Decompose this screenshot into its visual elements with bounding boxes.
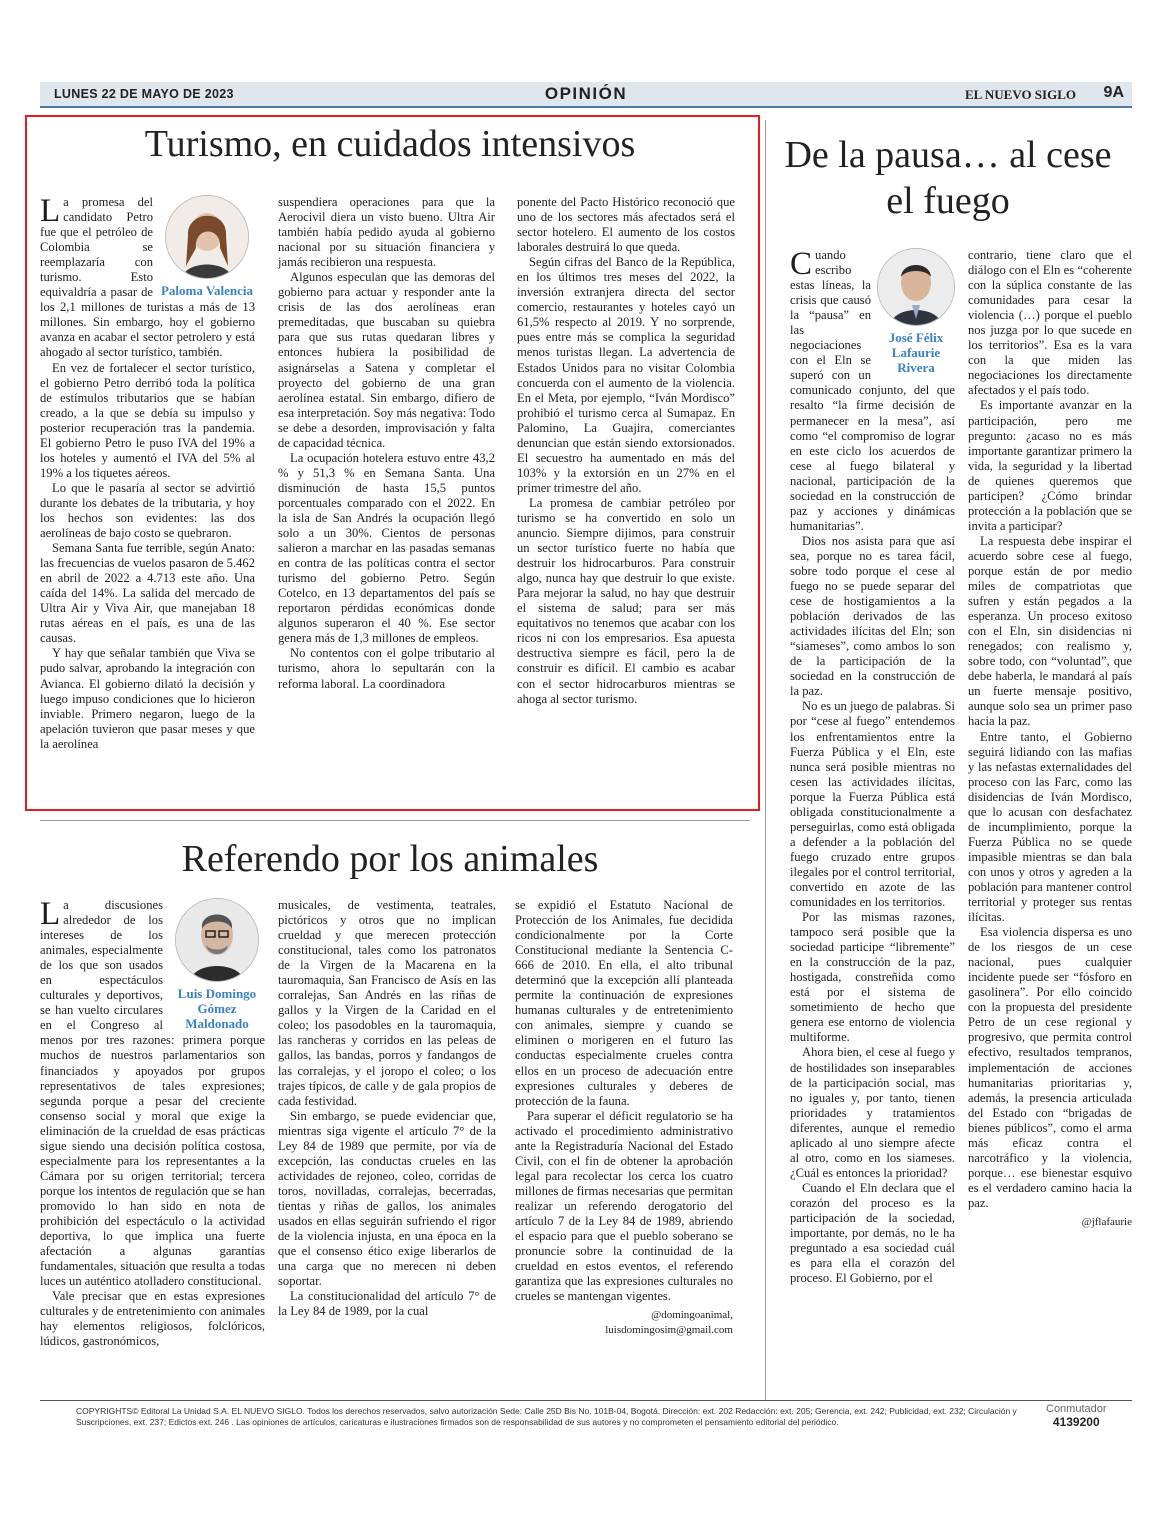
paragraph <box>40 646 255 751</box>
paragraph-text: Semana Santa fue terrible, según Anato: las frecuencias de vuelos pasaron de 5.462 en abril de 2022 a 4.713 este año. Una caída del 14%. La salida del mercado de Ultra Air y Viva Air, que manejaban 18 rutas aéreas en el país, es una de las causas. <box>40 541 255 646</box>
paragraph-text: Vale precisar que en estas expresiones culturales y de entretenimiento con animales hay elementos religiosos, folclóricos, lúdicos, gastronómicos, <box>40 1289 265 1349</box>
switchboard-label: Conmutador <box>1046 1403 1107 1415</box>
paragraph <box>790 1045 955 1180</box>
paragraph <box>517 255 735 496</box>
author-box <box>159 195 255 298</box>
signature-email: luisdomingosim@gmail.com <box>605 1324 733 1337</box>
author-photo <box>877 248 955 326</box>
switchboard-number: 4139200 <box>1052 1415 1100 1429</box>
date: LUNES 22 DE MAYO DE 2023 <box>54 87 234 101</box>
paragraph <box>968 398 1132 533</box>
paragraph-text: Según cifras del Banco de la República, en los últimos tres meses del 2022, la inversión extranjera directa del sector comercio, restaurantes y hoteles cayó un 61,5% respecto al 2019. Y no sorprende, pues entre más se complica la seguridad menos turistas llegan. La advertencia de Estados Unidos para no visitar Colombia concuerda con el aumento de la violencia. En el Meta, por ejemplo, “Iván Mordisco” prohibió el turismo cerca al Sumapaz. En Palomino, La Guajira, comerciantes denuncian que están siendo extorsionados. El secuestro ha aumentado en más del 103% y la extorsión en un 27% en el primer trimestre del año. <box>517 255 735 495</box>
signature-handle: @jflafaurie <box>1081 1216 1132 1228</box>
paragraph-text: La constitucionalidad del artículo 7° de la Ley 84 de 1989, por la cual <box>278 1289 496 1319</box>
author-photo <box>175 898 259 982</box>
paragraph <box>968 248 1132 398</box>
author-name: Luis Domingo Gómez Maldonado <box>177 986 257 1031</box>
paragraph <box>278 646 495 691</box>
paragraph-text: contrario, tiene claro que el diálogo con el Eln es “coherente con la súplica constante de las comunidades para cesar la violencia (…) porque el pueblo nos juzga por lo que sucede en los territorios”. Esa es la vara con la que miden las negociaciones los directamente afectados y el país todo. <box>968 248 1132 398</box>
article2-col3 <box>515 898 733 1338</box>
article2-col2 <box>278 898 496 1319</box>
footer-rule <box>40 1400 1132 1401</box>
paragraph-text: a promesa del candidato Petro fue que el petróleo de Colombia se reemplazaría con turismo. Esto equivaldría a pasar de los 2,1 millones de turistas a más de 13 millones. Sin embargo, hoy el gobierno avanza en acabar el sector petrolero y está ahogado al sector turístico, también. <box>40 195 255 360</box>
paragraph <box>40 361 255 481</box>
paragraph-text: ponente del Pacto Histórico reconoció que uno de los sectores más afectados será el sector hotelero. El aumento de los costos laborales destruirá lo que queda. <box>517 195 735 255</box>
article3-col1 <box>790 248 955 1286</box>
author-name: Paloma Valencia <box>160 283 254 298</box>
paragraph <box>790 534 955 700</box>
paragraph-text: La ocupación hotelera estuvo entre 43,2 % y 51,3 % en Semana Santa. Una disminución de hasta 15,5 puntos porcentuales comparado con el 2022. En la isla de San Andrés la ocupación llegó solo a un 30%. Cientos de personas salieron a marchar en las pasadas semanas en contra de las políticas contra el sector turismo del gobierno Petro. Según Cotelco, en 13 departamentos del país se reportaron pérdidas económicas donde algunos superaron el 40 %. Ese sector genera más de 1,3 millones de empleos. <box>278 450 495 646</box>
paragraph-text: Esa violencia dispersa es uno de los riesgos de un cese nacional, pues cualquier incidente puede ser “fósforo en gasolinera”. Por ello coincido con la propuesta del presidente Petro de un cese regional y progresivo, que permita control efectivo, resultados tempranos, implementación de acciones humanitarias prioritarias y, además, la presencia articulada del Estado con “brigadas de bienes públicos”, como el arma más eficaz contra el narcotráfico y la violencia, porque… ese bienestar esquivo es el verdadero camino hacia la paz. <box>968 925 1132 1210</box>
paragraph-text: En vez de fortalecer el sector turístico, el gobierno Petro derribó toda la política de estímulos tributarios que se habían creado, a la que se debía su impulso y posterior recuperación tras la pandemia. El gobierno Petro le puso IVA del 19% a los hoteles y aumentó el IVA del 5% al 19% a los tiquetes aéreos. <box>40 360 255 480</box>
page-header <box>40 82 1132 108</box>
paragraph-text: Por las mismas razones, tampoco será posible que la sociedad participe “libremente” en la construcción de la paz, hostigada, constreñida como está por el sistema de sometimiento de hecho que genera ese entorno de violencia multiforme. <box>790 910 955 1045</box>
paragraph <box>790 1181 955 1286</box>
author-name: José Félix Lafaurie Rivera <box>888 330 944 375</box>
paragraph-text: Para superar el déficit regulatorio se ha activado el procedimiento administrativo ante la Registraduría Nacional del Estado Civil, con el fin de obtener la aprobación legal para recolectar los cerca los cuatro millones de firmas necesarias que permitan realizar un referendo derogatorio del artículo 7 de la Ley 84 de 1989, abriendo el espacio para que el pueblo soberano se pronuncie sobre la continuidad de la crueldad en estos eventos, el referendo garantiza que las expresiones culturales no crueles se mantengan vigentes. <box>515 1108 733 1304</box>
paragraph-text: Algunos especulan que las demoras del gobierno para actuar y responder ante la crisis de las dos aerolíneas eran premeditadas, que buscaban su quiebra para que sus rutas quedaran libres y entonces hubiera la posibilidad de asignárselas a Satena y completar el proyecto del gobierno de una gran aerolínea estatal. Sin embargo, difiero de esa interpretación. Soy más negativa: Todo se debe a desorden, improvisación y falta de capacidad técnica. <box>278 270 495 450</box>
article1-col1 <box>40 195 255 752</box>
paragraph-text: Ahora bien, el cese al fuego y de hostilidades son inseparables de la participación social, mas no iguales y, por tanto, tienen prioridades y tratamientos diferentes, aunque el remedio aplicado al uno siempre afecte al otro, como en los siameses. ¿Cuál es entonces la prioridad? <box>790 1045 955 1180</box>
paragraph <box>515 1109 733 1305</box>
paragraph <box>278 451 495 647</box>
paragraph <box>278 1109 496 1290</box>
author-box <box>877 248 955 375</box>
paragraph-text: La respuesta debe inspirar el acuerdo sobre cese al fuego, porque están de por medio miles de compatriotas que sufren y están pegados a la esperanza. Un proceso exitoso con el Eln, sin disidencias ni renegados; con realismo y, sobre todo, con “voluntad”, que debe haberla, le mandará al país un fuerte mensaje positivo, aunque solo sea un primer paso hacia la paz. <box>968 533 1132 729</box>
switchboard <box>1046 1403 1107 1429</box>
page-number: 9A <box>1103 84 1124 101</box>
article3-col2 <box>968 248 1132 1230</box>
paragraph-text: suspendiera operaciones para que la Aerocivil diera un visto bueno. Ultra Air también había pedido ayuda al gobierno nacional por su situación financiera y jamás recibieron una respuesta. <box>278 195 495 270</box>
paragraph <box>278 270 495 451</box>
article1-col3 <box>517 195 735 707</box>
paragraph <box>517 496 735 707</box>
paragraph <box>517 195 735 255</box>
paragraph <box>790 699 955 910</box>
paragraph-text: uando escribo estas líneas, la crisis que causó la “pausa” en las negociaciones con el Eln se superó con un comunicado conjunto, del que resalto “la firme decisión de permanecer en la mesa”, así como “el compromiso de lograr en este ciclo los acuerdos de cese al fuego bilateral y nacional, participación de la sociedad en la construcción de paz y acciones y dinámicas humanitarias”. <box>790 248 955 533</box>
paragraph <box>515 898 733 1109</box>
paragraph-text: No contentos con el golpe tributario al turismo, ahora lo sepultarán con la reforma laboral. La coordinadora <box>278 646 495 691</box>
paragraph-text: Sin embargo, se puede evidenciar que, mientras siga vigente el artículo 7° de la Ley 84 de 1989 que permite, por vía de excepción, las conductas crueles en las actividades de rejoneo, coleo, corridas de toros, novilladas, corralejas, becerradas, tientas y riñas de gallos, los animales usados en ellas seguirán sufriendo el rigor de la violencia injusta, en una época en la que el consenso ético exige liberarlos de una carga que no merecen ni deben soportar. <box>278 1108 496 1289</box>
author-photo <box>165 195 249 279</box>
paragraph-text: Es importante avanzar en la participación, pero me pregunto: ¿acaso no es más importante garantizar primero la vida, la seguridad y la libertad de quienes queremos que participen? ¿Cómo brindar protección a la población que se invita a participar? <box>968 398 1132 533</box>
paragraph <box>40 541 255 646</box>
article-title: Referendo por los animales <box>181 838 599 880</box>
article-title: Turismo, en cuidados intensivos <box>144 123 636 165</box>
paragraph-text: Cuando el Eln declara que el corazón del proceso es la participación de la sociedad, importante, por demás, no le ha preguntado a esa sociedad cuál es para ella el corazón del proceso. El Gobierno, por el <box>790 1180 955 1286</box>
paragraph-text: Lo que le pasaría al sector se advirtió durante los debates de la tributaria, y hoy los hechos son evidentes: las dos aerolíneas de bajo costo se quebraron. <box>40 480 255 541</box>
column-divider <box>765 120 766 1400</box>
paragraph <box>40 1289 265 1349</box>
paragraph-text: musicales, de vestimenta, teatrales, pictóricos y otros que no implican crueldad y que merecen protección constitucional, tales como los patronatos de la Virgen de la Macarena en la tauromaquia, San Francisco de Asís en las corralejas, San Andrés en las riñas de gallos y la Virgen de la Caridad en el coleo; los pasodobles en la tauromaquia, las rancheras y corridos en las peleas de gallos, las bandas, porros y fandangos de las corralejas, y el joropo el coleo; o los trajes típicos, de calle y de gala propios de cada festividad. <box>278 898 496 1108</box>
paragraph-text: Dios nos asista para que así sea, porque no es tarea fácil, sobre todo porque el cese al fuego no se puede separar del cese de hostigamientos a la población derivados de las actividades ilícitas del Eln; son “siameses”, como ambos lo son de la participación de la sociedad en la construcción de la paz. <box>790 533 955 699</box>
paragraph-text: No es un juego de palabras. Si por “cese al fuego” entendemos los enfrentamientos entre la Fuerza Pública y el Eln, este nunca será posible mientras no cesen las actividades ilícitas, porque la Fuerza Pública está obligada constitucionalmente a perseguirlas, como está obligada a defender a la población del fuego cruzado entre grupos ilegales por el control territorial, convertido en azote de las comunidades en los territorios. <box>790 699 955 910</box>
drop-cap: L <box>40 193 61 229</box>
section-title: OPINIÓN <box>544 84 628 103</box>
paragraph-text: a discusiones alrededor de los intereses de los animales, especialmente de los que son usados en espectáculos culturales y deportivos, se han vuelto circulares en el Congreso al menos por tres razones: primera porque muchos de nuestros parlamentarios son financiados y apoyados por grupos representativos de tales expresiones; segunda porque a pesar del creciente consenso social y moral que exige la eliminación de la crueldad de esas prácticas sigue siendo una decisión política costosa, especialmente para los representantes a la Cámara por su origen territorial; tercera porque los intentos de regulación que se han promovido lo han sido en nota de prohibición del espectáculo o la actividad deportiva, lo que implica una fuerte afectación a algunas garantías fundamentales, situación que resulta a todas luces un auténtico atolladero constitucional. <box>40 898 265 1289</box>
signature-handle: @domingoanimal, <box>651 1309 733 1322</box>
paragraph <box>278 195 495 270</box>
paragraph <box>790 910 955 1045</box>
paragraph <box>968 534 1132 730</box>
article-title: De la pausa… al cese el fuego <box>784 134 1112 222</box>
article2-col1 <box>40 898 265 1349</box>
article1-col2 <box>278 195 495 692</box>
drop-cap: C <box>790 246 813 282</box>
paragraph <box>968 925 1132 1211</box>
paragraph-text: se expidió el Estatuto Nacional de Protección de los Animales, fue decidida condicionalmente por la Corte Constitucional mediante la Sentencia C-666 de 2010. En ella, el alto tribunal determinó que la excepción allí planteada permite la continuación de expresiones humanas culturales y de entretenimiento con animales, siempre y cuando se eliminen o morigeren en el futuro las conductas especialmente crueles contra ellos en un proceso de adecuación entre expresiones culturales y deberes de protección de la fauna. <box>515 898 733 1108</box>
drop-cap: L <box>40 896 61 932</box>
paragraph <box>278 1289 496 1319</box>
paragraph <box>278 898 496 1109</box>
paragraph <box>968 730 1132 926</box>
copyright-footer: COPYRIGHTS© Editoral La Unidad S.A. EL NUEVO SIGLO. Todos los derechos reservados, salvo autorización Sede: Calle 25D Bis No. 101B-04, Bogotá. Dirección: ext. 202 Redacción: ext. 205; Gerencia, ext. 242; Publicidad, ext. 232; Circulación y Suscripciones, ext. 237; Edictos ext. 246 . Las opiniones de artículos, caricaturas e ilustraciones firmados son de responsabilidad de sus autores y no comprometen el pensamiento editorial del periódico. <box>76 1406 1017 1427</box>
paper-name: EL NUEVO SIGLO <box>965 87 1076 102</box>
author-box <box>169 898 265 1031</box>
paragraph-text: La promesa de cambiar petróleo por turismo se ha convertido en solo un anuncio. Siempre dijimos, para construir un sector turístico fuerte no había que destruir los hidrocarburos. Para construir algo, nunca hay que destruir lo que existe. Para mejorar la salud, no hay que destruir el sistema de salud; para ser más equitativos no tenemos que acabar con los ricos ni con los empresarios. Esa apuesta destructiva siempre es fácil, pero la de construir es difícil. El cambio es acabar con el sector hidrocarburos mientras se ahoga al sector turismo. <box>517 495 735 706</box>
paragraph-text: Y hay que señalar también que Viva se pudo salvar, aprobando la integración con Avianca. El gobierno dilató la decisión y luego impuso condiciones que lo hicieron inviable. Primero negaron, luego de la apelación tuvieron que pasar meses y que la aerolínea <box>40 646 255 751</box>
paragraph <box>40 481 255 541</box>
paragraph-text: Entre tanto, el Gobierno seguirá lidiando con las mafias y las nefastas externalidades del proceso con las Farc, como las disidencias de Iván Mordisco, que lo acusan con desfachatez de incumplimiento, porque la Fuerza Pública no se quede impasible mientras se dan bala con unos y otros y agreden a la población para mantener control territorial y proteger sus rentas ilícitas. <box>968 729 1132 925</box>
article-divider <box>40 820 750 821</box>
